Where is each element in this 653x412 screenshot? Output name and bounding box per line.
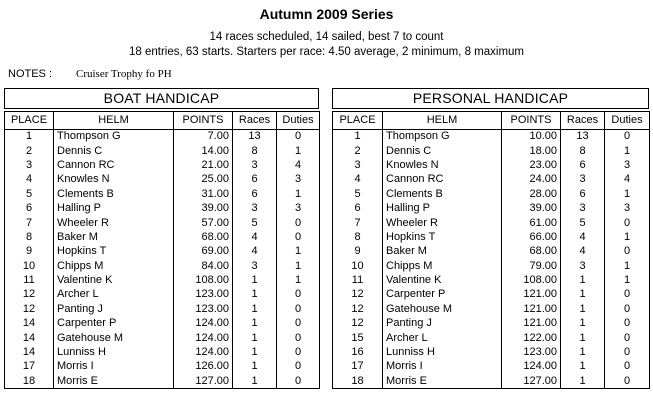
cell-duties: 0 (605, 245, 650, 259)
column-header-points: POINTS (502, 112, 561, 130)
cell-points: 123.00 (174, 302, 233, 316)
table-row (5, 144, 320, 158)
cell-place: 10 (333, 259, 383, 273)
cell-points: 57.00 (174, 216, 233, 230)
cell-races: 3 (233, 201, 277, 215)
column-header-duties: Duties (605, 112, 650, 130)
cell-races: 3 (561, 259, 605, 273)
cell-points: 122.00 (502, 331, 561, 345)
column-header-duties: Duties (277, 112, 320, 130)
cell-place: 1 (333, 130, 383, 144)
cell-helm: Chipps M (383, 259, 502, 273)
cell-helm: Dennis C (383, 144, 502, 158)
cell-duties: 0 (277, 216, 320, 230)
cell-duties: 0 (277, 230, 320, 244)
table-row (333, 230, 650, 244)
cell-points: 7.00 (174, 130, 233, 144)
table-row (5, 216, 320, 230)
cell-place: 5 (333, 187, 383, 201)
cell-races: 5 (233, 216, 277, 230)
cell-place: 9 (5, 245, 54, 259)
cell-helm: Knowles N (54, 173, 174, 187)
cell-place: 6 (5, 201, 54, 215)
column-header-place: PLACE (5, 112, 54, 130)
cell-place: 8 (5, 230, 54, 244)
table-row (333, 144, 650, 158)
cell-duties: 3 (277, 173, 320, 187)
cell-points: 68.00 (502, 245, 561, 259)
boat-handicap-table (4, 111, 320, 389)
cell-duties: 1 (605, 273, 650, 287)
table-row (333, 345, 650, 359)
cell-duties: 0 (605, 302, 650, 316)
table-row (333, 374, 650, 388)
cell-races: 1 (561, 345, 605, 359)
column-header-helm: HELM (383, 112, 502, 130)
column-header-points: POINTS (174, 112, 233, 130)
cell-helm: Thompson G (383, 130, 502, 144)
cell-points: 23.00 (502, 158, 561, 172)
cell-helm: Chipps M (54, 259, 174, 273)
cell-place: 3 (5, 158, 54, 172)
cell-points: 66.00 (502, 230, 561, 244)
cell-races: 1 (561, 273, 605, 287)
table-row (333, 288, 650, 302)
cell-points: 31.00 (174, 187, 233, 201)
table-row (5, 302, 320, 316)
cell-place: 8 (333, 230, 383, 244)
table-row (333, 302, 650, 316)
cell-races: 6 (233, 187, 277, 201)
cell-helm: Lunniss H (54, 345, 174, 359)
cell-races: 1 (561, 317, 605, 331)
cell-place: 2 (333, 144, 383, 158)
cell-helm: Lunniss H (383, 345, 502, 359)
cell-races: 1 (561, 288, 605, 302)
cell-races: 1 (233, 288, 277, 302)
cell-duties: 1 (605, 259, 650, 273)
cell-races: 13 (233, 130, 277, 144)
table-row (5, 245, 320, 259)
cell-points: 61.00 (502, 216, 561, 230)
cell-place: 4 (5, 173, 54, 187)
table-header-row (5, 112, 320, 130)
cell-helm: Clements B (383, 187, 502, 201)
table-row (5, 360, 320, 374)
table-row (5, 130, 320, 144)
cell-helm: Morris I (383, 360, 502, 374)
cell-duties: 1 (605, 230, 650, 244)
cell-points: 68.00 (174, 230, 233, 244)
cell-helm: Wheeler R (383, 216, 502, 230)
cell-races: 8 (233, 144, 277, 158)
cell-place: 12 (333, 317, 383, 331)
cell-helm: Gatehouse M (383, 302, 502, 316)
cell-duties: 4 (605, 173, 650, 187)
cell-helm: Hopkins T (383, 230, 502, 244)
cell-place: 17 (333, 360, 383, 374)
notes (8, 68, 172, 80)
cell-races: 6 (561, 187, 605, 201)
cell-races: 1 (561, 374, 605, 388)
cell-helm: Dennis C (54, 144, 174, 158)
cell-races: 1 (233, 273, 277, 287)
table-row (5, 173, 320, 187)
cell-points: 121.00 (502, 302, 561, 316)
cell-duties: 1 (605, 187, 650, 201)
cell-races: 4 (233, 245, 277, 259)
cell-place: 9 (333, 245, 383, 259)
cell-races: 3 (233, 259, 277, 273)
cell-duties: 0 (277, 130, 320, 144)
cell-points: 124.00 (174, 331, 233, 345)
cell-helm: Thompson G (54, 130, 174, 144)
table-row (333, 187, 650, 201)
cell-helm: Morris I (54, 360, 174, 374)
cell-duties: 0 (605, 374, 650, 388)
cell-helm: Hopkins T (54, 245, 174, 259)
cell-helm: Carpenter P (54, 317, 174, 331)
cell-races: 8 (561, 144, 605, 158)
cell-helm: Baker M (54, 230, 174, 244)
table-row (333, 360, 650, 374)
cell-place: 5 (5, 187, 54, 201)
cell-place: 11 (5, 273, 54, 287)
table-row (333, 331, 650, 345)
cell-duties: 0 (277, 317, 320, 331)
cell-helm: Valentine K (383, 273, 502, 287)
cell-helm: Knowles N (383, 158, 502, 172)
cell-points: 21.00 (174, 158, 233, 172)
cell-duties: 0 (605, 216, 650, 230)
table-row (333, 259, 650, 273)
cell-helm: Gatehouse M (54, 331, 174, 345)
cell-duties: 0 (277, 374, 320, 388)
cell-duties: 0 (277, 345, 320, 359)
cell-points: 108.00 (502, 273, 561, 287)
cell-place: 10 (5, 259, 54, 273)
cell-duties: 0 (605, 317, 650, 331)
cell-place: 12 (333, 302, 383, 316)
cell-helm: Valentine K (54, 273, 174, 287)
cell-points: 123.00 (174, 288, 233, 302)
cell-place: 14 (5, 317, 54, 331)
cell-place: 17 (5, 360, 54, 374)
cell-points: 39.00 (502, 201, 561, 215)
cell-helm: Cannon RC (383, 173, 502, 187)
cell-place: 12 (333, 288, 383, 302)
cell-duties: 1 (277, 259, 320, 273)
table-row (333, 216, 650, 230)
table-row (333, 158, 650, 172)
cell-races: 1 (561, 302, 605, 316)
cell-helm: Baker M (383, 245, 502, 259)
table-header-row (333, 112, 650, 130)
cell-races: 1 (233, 360, 277, 374)
cell-place: 7 (5, 216, 54, 230)
summary-line-races: 14 races scheduled, 14 sailed, best 7 to count (209, 31, 444, 43)
cell-points: 84.00 (174, 259, 233, 273)
cell-races: 6 (561, 158, 605, 172)
cell-points: 124.00 (502, 360, 561, 374)
cell-races: 4 (561, 245, 605, 259)
cell-races: 1 (233, 374, 277, 388)
cell-duties: 1 (277, 273, 320, 287)
notes-text: Cruiser Trophy fo PH (76, 68, 172, 80)
table-row (5, 230, 320, 244)
table-row (5, 158, 320, 172)
cell-races: 3 (233, 158, 277, 172)
cell-place: 14 (5, 345, 54, 359)
cell-helm: Carpenter P (383, 288, 502, 302)
column-header-helm: HELM (54, 112, 174, 130)
cell-duties: 0 (277, 331, 320, 345)
table-row (5, 374, 320, 388)
cell-points: 69.00 (174, 245, 233, 259)
cell-duties: 0 (277, 302, 320, 316)
cell-place: 15 (333, 331, 383, 345)
cell-place: 2 (5, 144, 54, 158)
cell-place: 18 (5, 374, 54, 388)
cell-races: 1 (233, 302, 277, 316)
cell-races: 3 (561, 173, 605, 187)
cell-helm: Wheeler R (54, 216, 174, 230)
cell-place: 18 (333, 374, 383, 388)
cell-duties: 1 (277, 144, 320, 158)
cell-duties: 0 (605, 288, 650, 302)
table-row (333, 317, 650, 331)
cell-races: 1 (233, 345, 277, 359)
cell-helm: Morris E (54, 374, 174, 388)
cell-place: 16 (333, 345, 383, 359)
cell-points: 24.00 (502, 173, 561, 187)
cell-points: 124.00 (174, 345, 233, 359)
cell-place: 12 (5, 302, 54, 316)
cell-races: 4 (561, 230, 605, 244)
cell-duties: 0 (605, 130, 650, 144)
table-row (333, 130, 650, 144)
page-title: Autumn 2009 Series (259, 6, 394, 22)
cell-place: 1 (5, 130, 54, 144)
cell-races: 1 (233, 317, 277, 331)
cell-duties: 1 (277, 245, 320, 259)
column-header-races: Races (561, 112, 605, 130)
cell-duties: 0 (605, 360, 650, 374)
cell-points: 126.00 (174, 360, 233, 374)
cell-helm: Clements B (54, 187, 174, 201)
cell-duties: 0 (277, 360, 320, 374)
boat-handicap-heading: BOAT HANDICAP (4, 88, 319, 109)
column-header-races: Races (233, 112, 277, 130)
cell-duties: 1 (277, 187, 320, 201)
cell-place: 7 (333, 216, 383, 230)
cell-helm: Halling P (383, 201, 502, 215)
cell-duties: 3 (605, 158, 650, 172)
cell-races: 13 (561, 130, 605, 144)
table-row (5, 288, 320, 302)
table-row (333, 201, 650, 215)
table-row (5, 201, 320, 215)
cell-points: 121.00 (502, 288, 561, 302)
table-row (5, 259, 320, 273)
cell-points: 39.00 (174, 201, 233, 215)
cell-points: 79.00 (502, 259, 561, 273)
table-row (5, 187, 320, 201)
cell-races: 6 (233, 173, 277, 187)
cell-races: 1 (561, 360, 605, 374)
cell-points: 14.00 (174, 144, 233, 158)
cell-races: 3 (561, 201, 605, 215)
cell-duties: 3 (605, 201, 650, 215)
cell-helm: Archer L (383, 331, 502, 345)
cell-races: 5 (561, 216, 605, 230)
cell-points: 121.00 (502, 317, 561, 331)
cell-races: 1 (561, 331, 605, 345)
cell-place: 11 (333, 273, 383, 287)
cell-races: 4 (233, 230, 277, 244)
summary-line-entries: 18 entries, 63 starts. Starters per race: 4.50 average, 2 minimum, 8 maximum (129, 46, 524, 58)
cell-races: 1 (233, 331, 277, 345)
cell-duties: 0 (605, 331, 650, 345)
cell-points: 25.00 (174, 173, 233, 187)
table-row (333, 245, 650, 259)
cell-helm: Halling P (54, 201, 174, 215)
cell-points: 127.00 (174, 374, 233, 388)
cell-points: 124.00 (174, 317, 233, 331)
cell-points: 28.00 (502, 187, 561, 201)
cell-place: 4 (333, 173, 383, 187)
cell-points: 127.00 (502, 374, 561, 388)
cell-duties: 1 (605, 144, 650, 158)
personal-handicap-heading: PERSONAL HANDICAP (332, 88, 649, 109)
cell-duties: 3 (277, 201, 320, 215)
cell-place: 6 (333, 201, 383, 215)
table-row (5, 273, 320, 287)
cell-points: 123.00 (502, 345, 561, 359)
cell-duties: 0 (277, 288, 320, 302)
personal-handicap-table (332, 111, 650, 389)
table-row (333, 173, 650, 187)
cell-points: 18.00 (502, 144, 561, 158)
cell-helm: Panting J (383, 317, 502, 331)
cell-points: 10.00 (502, 130, 561, 144)
cell-duties: 4 (277, 158, 320, 172)
cell-place: 12 (5, 288, 54, 302)
cell-helm: Cannon RC (54, 158, 174, 172)
cell-duties: 0 (605, 345, 650, 359)
series-summary (0, 30, 653, 60)
table-row (333, 273, 650, 287)
cell-helm: Panting J (54, 302, 174, 316)
table-row (5, 345, 320, 359)
column-header-place: PLACE (333, 112, 383, 130)
cell-points: 108.00 (174, 273, 233, 287)
cell-place: 3 (333, 158, 383, 172)
notes-label: NOTES : (8, 68, 53, 80)
table-row (5, 317, 320, 331)
cell-place: 14 (5, 331, 54, 345)
cell-helm: Archer L (54, 288, 174, 302)
table-row (5, 331, 320, 345)
cell-helm: Morris E (383, 374, 502, 388)
